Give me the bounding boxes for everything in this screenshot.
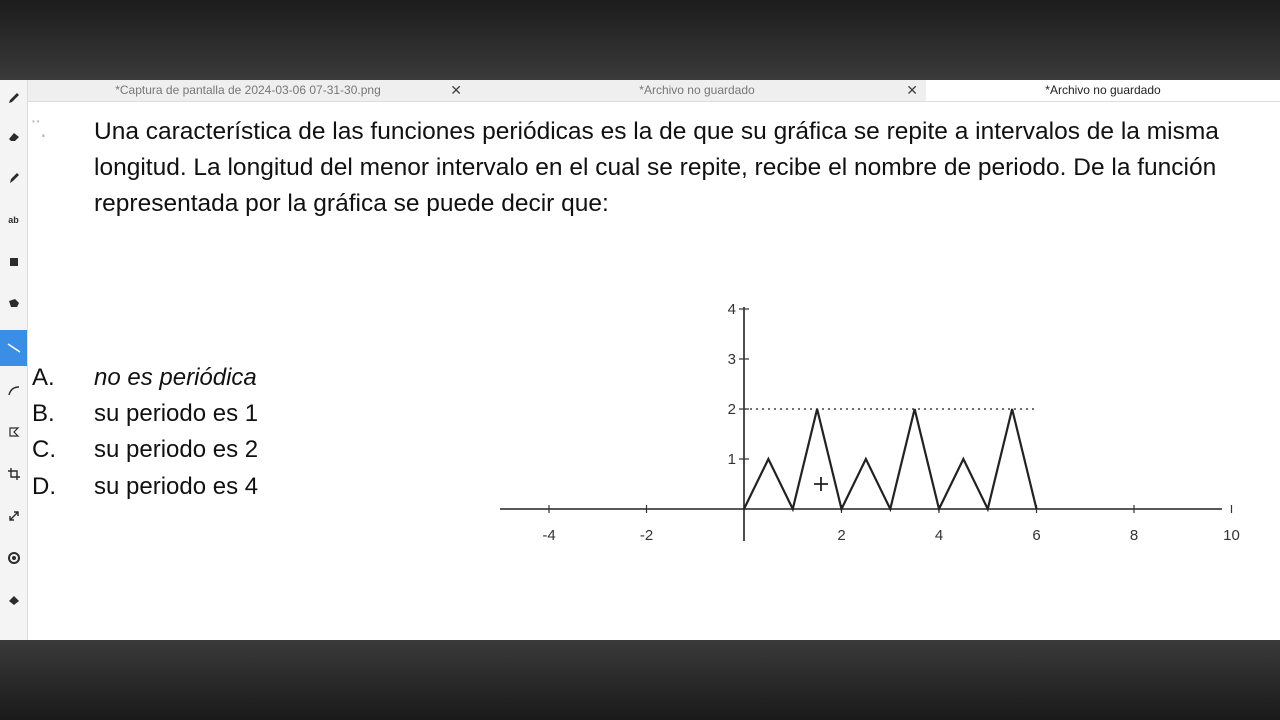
x-tick-label: 4	[934, 527, 944, 544]
close-icon[interactable]: ✕	[906, 82, 918, 98]
tab-unsaved-2[interactable]	[926, 80, 1280, 101]
y-tick-label: 3	[727, 351, 736, 368]
y-tick-label: 4	[727, 301, 736, 318]
close-icon[interactable]: ✕	[450, 82, 462, 98]
pencil-icon[interactable]	[0, 80, 27, 116]
tab-label: *Archivo no guardado	[639, 83, 755, 97]
tab-label: *Archivo no guardado	[1045, 83, 1161, 97]
question-number: ¨.	[32, 116, 47, 143]
resize-icon[interactable]	[0, 498, 27, 534]
tab-screenshot[interactable]	[28, 80, 468, 101]
lasso-select-icon[interactable]	[0, 414, 27, 450]
x-tick-label: 10	[1223, 527, 1240, 544]
text-tool[interactable]	[0, 202, 27, 238]
drawing-canvas[interactable]	[28, 102, 1280, 640]
rectangle-icon[interactable]	[0, 244, 27, 280]
option-c-text: su periodo es 2	[94, 436, 259, 463]
option-a-text: no es periódica	[94, 364, 257, 391]
tool-palette	[0, 80, 28, 640]
paint-app-window	[0, 80, 1280, 640]
option-b-letter: B.	[32, 400, 55, 427]
line-icon[interactable]	[0, 330, 27, 366]
x-tick-label: -4	[542, 527, 556, 544]
x-tick-label: 2	[837, 527, 846, 544]
x-tick-label: -2	[639, 527, 654, 544]
tab-bar	[28, 80, 1280, 102]
curve-icon[interactable]	[0, 372, 27, 408]
function-graph	[28, 102, 1280, 640]
text-tool-label: ab	[8, 215, 19, 225]
desktop-top-bar	[0, 0, 1280, 80]
y-tick-label: 1	[727, 451, 736, 468]
paint-bucket-icon[interactable]	[0, 582, 27, 618]
y-tick-label: 2	[727, 401, 736, 418]
fill-icon[interactable]	[0, 286, 27, 322]
crop-icon[interactable]	[0, 456, 27, 492]
option-b-text: su periodo es 1	[94, 400, 259, 427]
desktop-bottom-bar	[0, 640, 1280, 720]
eraser-icon[interactable]	[0, 118, 27, 154]
tab-unsaved-1[interactable]	[470, 80, 924, 101]
color-picker-icon[interactable]	[0, 540, 27, 576]
marker-icon[interactable]	[0, 160, 27, 196]
tab-label: *Captura de pantalla de 2024-03-06 07-31-30.png	[115, 83, 381, 97]
x-tick-label: 6	[1032, 527, 1041, 544]
option-d-letter: D.	[32, 473, 56, 500]
option-c-letter: C.	[32, 436, 56, 463]
question-text: Una característica de las funciones periódicas es la de que su gráfica se repite a intervalos de la misma longitud. La longitud del menor intervalo en el cual se repite, recibe el nombre de periodo. De la función representada por la gráfica se puede decir que:	[94, 118, 1219, 217]
x-tick-label: 8	[1129, 527, 1139, 544]
option-d-text: su periodo es 4	[94, 473, 259, 500]
option-a-letter: A.	[32, 364, 55, 391]
crosshair-cursor-icon	[814, 477, 828, 491]
series-line	[744, 409, 1037, 509]
